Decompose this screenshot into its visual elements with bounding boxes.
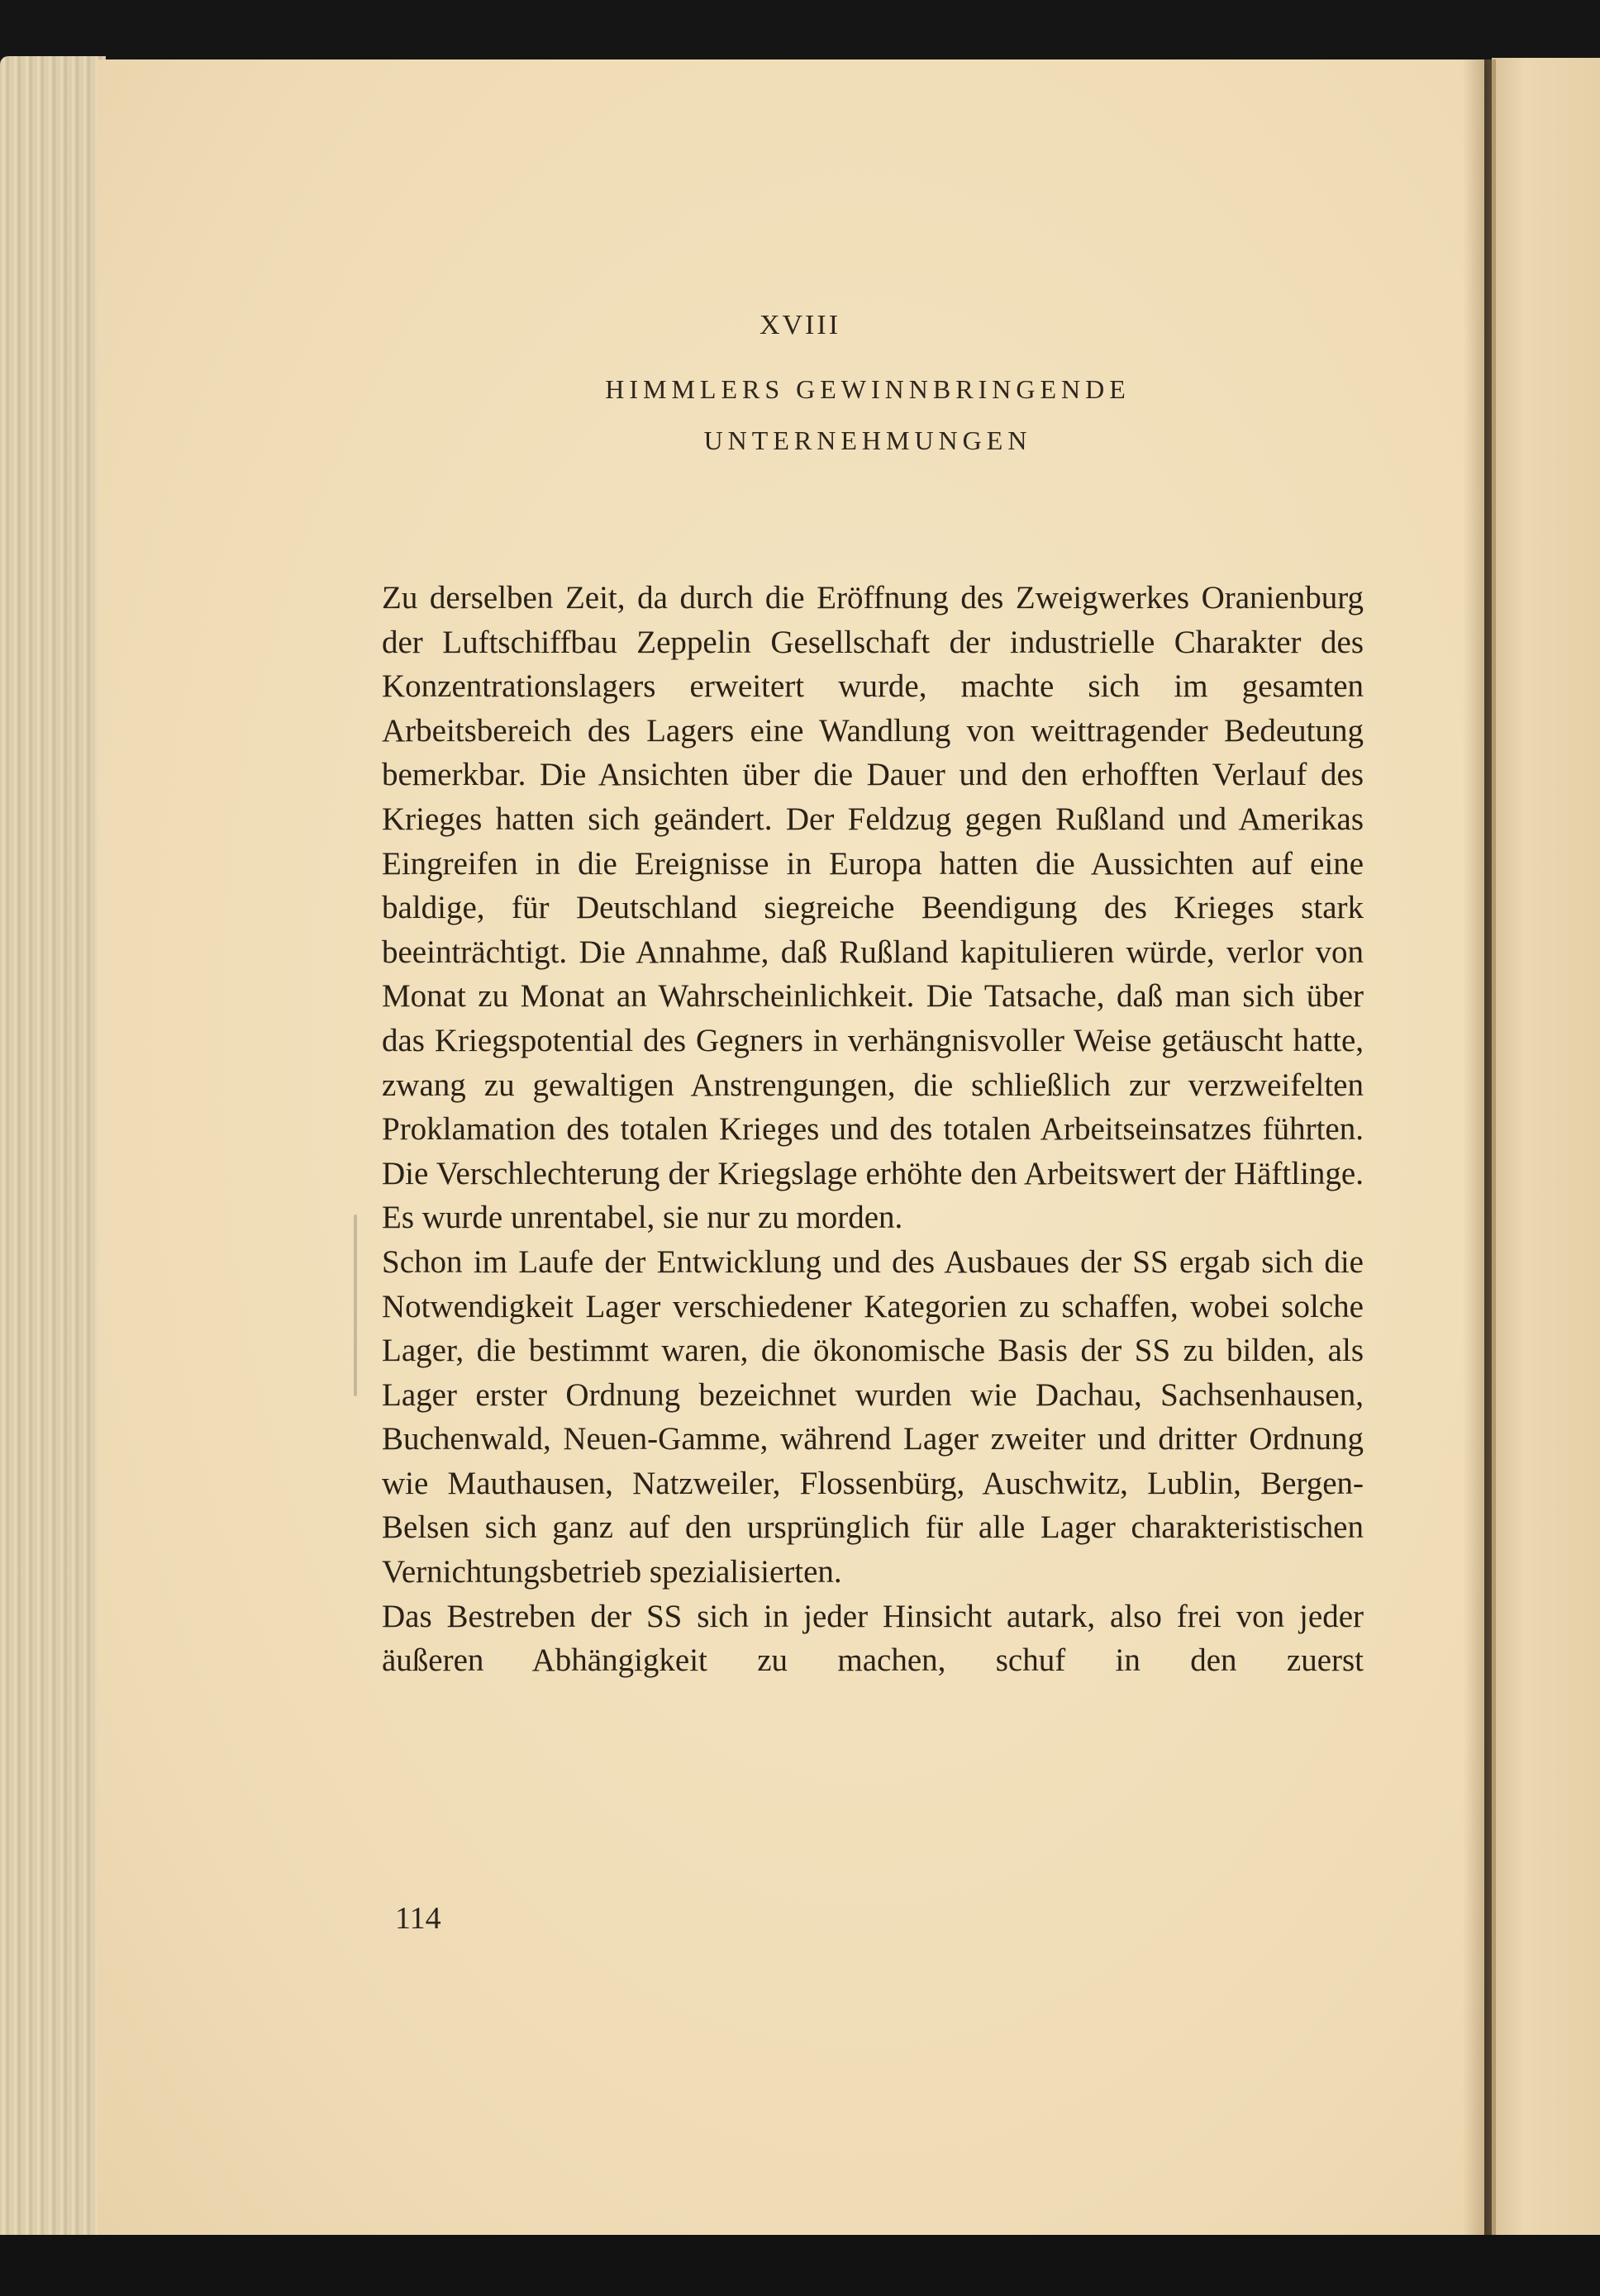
body-text bbox=[382, 576, 1364, 1683]
scan-background-top bbox=[0, 0, 1600, 64]
page-number: 114 bbox=[395, 1901, 441, 1936]
paragraph-3: Das Bestreben der SS sich in jeder Hinsicht autark, also frei von jeder äußeren Abhängigkeit zu machen, schuf in den zuerst bbox=[382, 1598, 1364, 1679]
paragraph-1: Zu derselben Zeit, da durch die Eröffnung des Zweigwerkes Oranienburg der Luftschiffbau Zeppelin Gesellschaft der industrielle Charakter des Konzentrationslagers erweitert wurde, machte sich im gesamten Arbeitsbereich des Lagers eine Wandlung von weittragender Bedeutung bemerkbar. Die Ansichten über die Dauer und den erhofften Verlauf des Krieges hatten sich geändert. Der Feldzug gegen Rußland und Amerikas Eingreifen in die Ereignisse in Europa hatten die Aussichten auf eine baldige, für Deutschland siegreiche Beendigung des Krieges stark beeinträchtigt. Die Annahme, daß Rußland kapitulieren würde, verlor von Monat zu Monat an Wahrscheinlichkeit. Die Tatsache, daß man sich über das Kriegspotential des Gegners in verhängnisvoller Weise getäuscht hatte, zwang zu gewaltigen Anstrengungen, die schließlich zur verzweifelten Proklamation des totalen Krieges und des totalen Arbeitseinsatzes führten. Die Verschlechterung der Kriegslage erhöhte den Arbeitswert der Häftlinge. Es wurde unrentabel, sie nur zu morden. bbox=[382, 580, 1364, 1236]
chapter-title-line-2: UNTERNEHMUNGEN bbox=[703, 425, 1032, 455]
scan-background-bottom bbox=[0, 2235, 1600, 2296]
chapter-number: XVIII bbox=[759, 310, 841, 340]
pencil-margin-mark bbox=[354, 1215, 357, 1396]
chapter-title-line-1: HIMMLERS GEWINNBRINGENDE bbox=[605, 374, 1131, 404]
paragraph-2: Schon im Laufe der Entwicklung und des Ausbaues der SS ergab sich die Notwendigkeit Lager verschiedener Kategorien zu schaffen, wobei solche Lager, die bestimmt waren, die ökonomische Basis der SS zu bilden, als Lager erster Ordnung bezeichnet wurden wie Dachau, Sachsenhausen, Buchenwald, Neuen-Gamme, während Lager zweiter und dritter Ordnung wie Mauthausen, Natzweiler, Flossenbürg, Auschwitz, Lublin, Bergen-Belsen sich ganz auf den ursprünglich für alle Lager charakteristischen Vernichtungsbetrieb spezialisierten. bbox=[382, 1243, 1364, 1590]
chapter-title bbox=[0, 364, 1600, 466]
